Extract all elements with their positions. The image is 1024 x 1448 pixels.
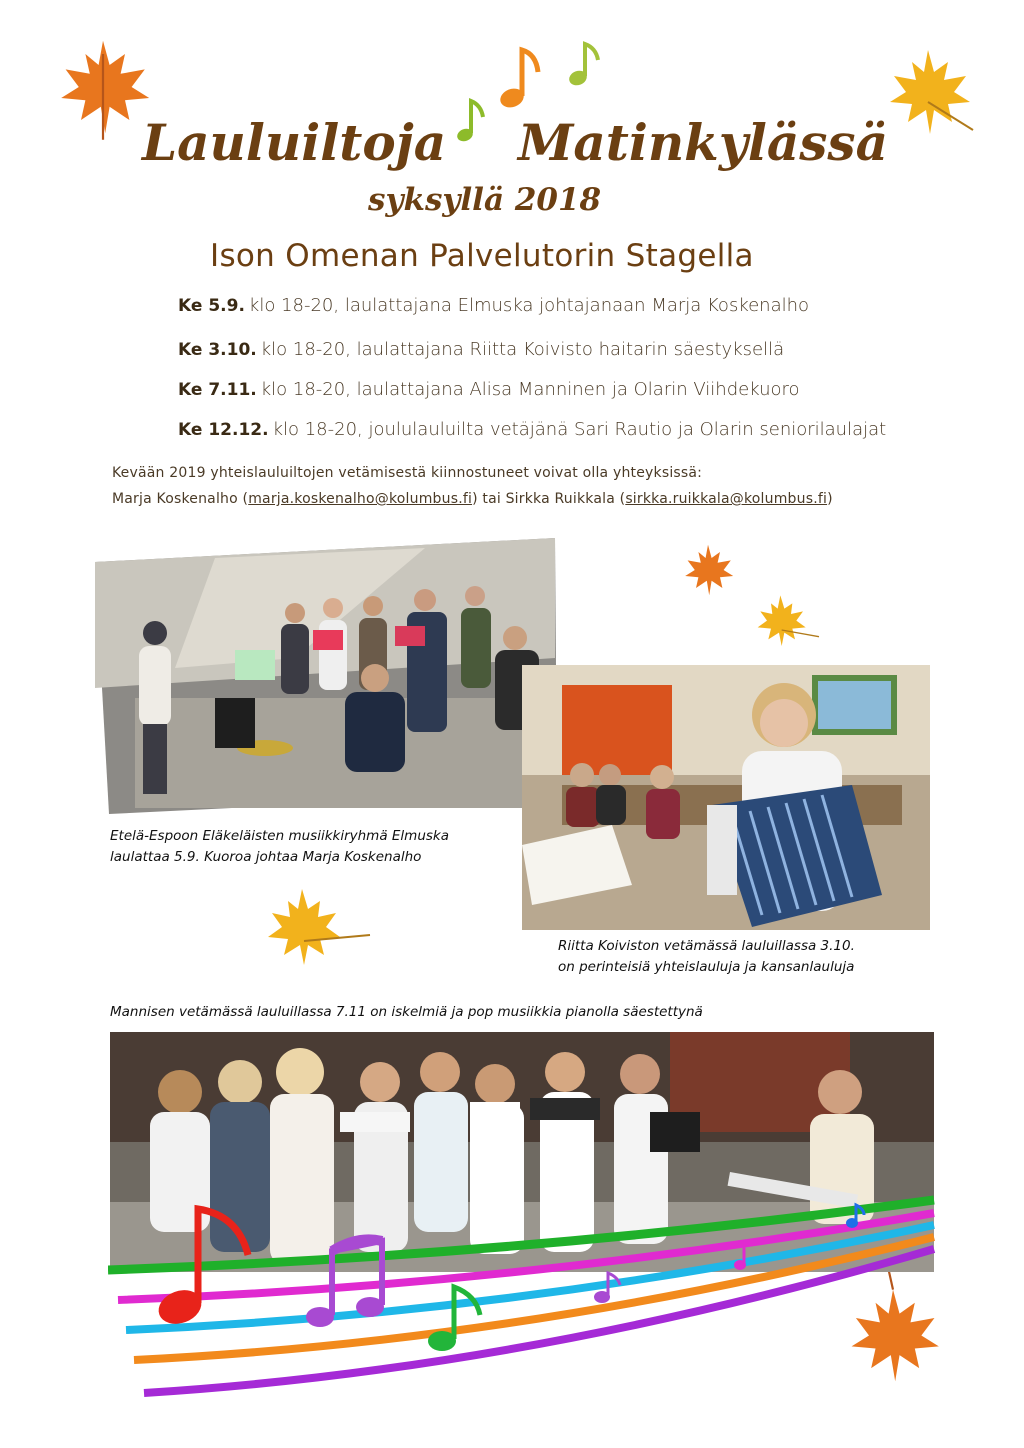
maple-leaf-icon <box>262 885 372 970</box>
email-link[interactable]: sirkka.ruikkala@kolumbus.fi <box>625 491 828 507</box>
caption-photo-2: Riitta Koiviston vetämässä lauluillassa 3.10. on perinteisiä yhteislauluja ja kansanlauluja <box>558 938 855 975</box>
music-note-icon <box>568 38 602 88</box>
title-left: Lauluiltoja <box>142 113 447 172</box>
maple-leaf-icon <box>878 42 978 142</box>
music-note-icon <box>455 95 485 145</box>
contact-intro: Kevään 2019 yhteislauluiltojen vetämisestä kiinnostuneet voivat olla yhteyksissä: <box>112 465 703 481</box>
title-right: Matinkylässä <box>518 113 888 172</box>
caption-photo-1: Etelä-Espoon Eläkeläisten musiikkiryhmä Elmuska laulattaa 5.9. Kuoroa johtaa Marja Koskenalho <box>110 828 450 865</box>
event-date: Ke 7.11. <box>178 380 257 400</box>
event-date: Ke 12.12. <box>178 420 269 440</box>
photo-accordion <box>522 665 930 930</box>
rainbow-staff-icon <box>108 1195 938 1410</box>
event-row <box>178 379 800 400</box>
contact-block <box>112 460 833 512</box>
event-row <box>178 339 784 360</box>
subtitle: syksyllä 2018 <box>368 182 602 218</box>
contact-line: Marja Koskenalho (marja.koskenalho@kolumbus.fi) tai Sirkka Ruikkala (sirkka.ruikkala@kolumbus.fi) <box>112 491 833 507</box>
venue-heading: Ison Omenan Palvelutorin Stagella <box>210 238 754 274</box>
event-desc: klo 18-20, joululauluilta vetäjänä Sari Rautio ja Olarin seniorilaulajat <box>272 419 887 440</box>
event-row <box>178 295 809 316</box>
event-date: Ke 5.9. <box>178 296 245 316</box>
event-row <box>178 419 886 440</box>
event-date: Ke 3.10. <box>178 340 257 360</box>
event-desc: klo 18-20, laulattajana Alisa Manninen ja Olarin Viihdekuoro <box>260 379 800 400</box>
photo-choir-elmuska <box>95 538 557 814</box>
email-link[interactable]: marja.koskenalho@kolumbus.fi <box>248 491 473 507</box>
event-desc: klo 18-20, laulattajana Elmuska johtajanaan Marja Koskenalho <box>248 295 810 316</box>
caption-photo-3: Mannisen vetämässä lauluillassa 7.11 on iskelmiä ja pop musiikkia pianolla säestettynä <box>110 1004 703 1020</box>
maple-leaf-icon <box>678 540 738 600</box>
music-note-icon <box>498 42 544 112</box>
maple-leaf-icon <box>752 590 822 650</box>
event-desc: klo 18-20, laulattajana Riitta Koivisto haitarin säestyksellä <box>260 339 785 360</box>
